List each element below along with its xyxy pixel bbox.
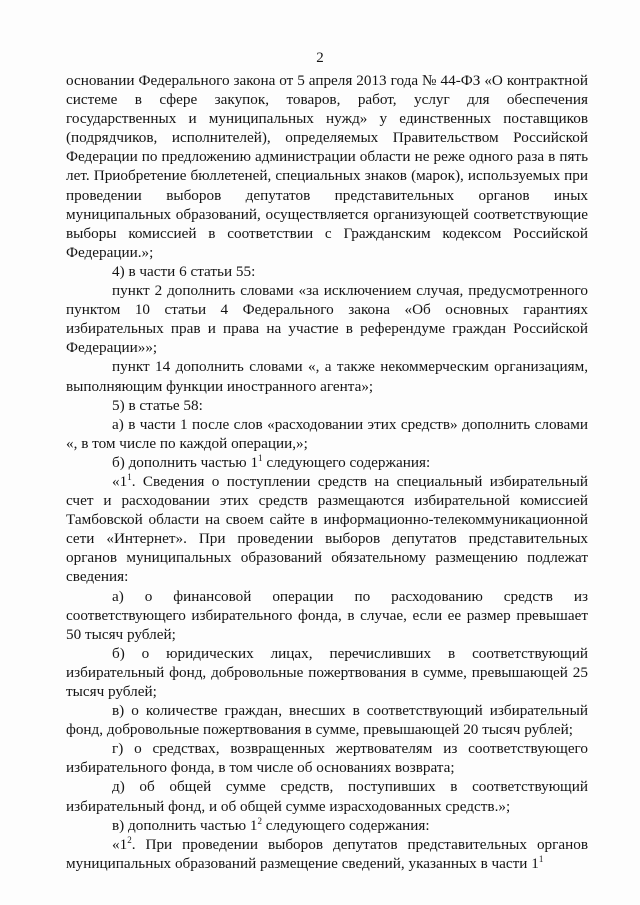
paragraph-point-14: пункт 14 дополнить словами «, а также некоммерческим организациям, выполняющим функции иностранного агента»; [66, 358, 588, 395]
paragraph-item-4: 4) в части 6 статьи 55: [112, 262, 256, 280]
paragraph-clause-v: в) о количестве граждан, внесших в соответствующий избирательный фонд, добровольные пожертвования в сумме, превышающей 20 тысяч рублей; [66, 702, 588, 739]
superscript-marker: 2 [257, 815, 262, 826]
paragraph-sub-b: б) дополнить частью $1^1$ следующего содержания: [112, 452, 431, 471]
paragraph-clause-g: г) о средствах, возвращенных жертвователям из соответствующего избирательного фонда, в том числе об основаниях возврата; [66, 740, 588, 777]
paragraph-sub-v: в) дополнить частью $1^2$ следующего содержания: [112, 815, 430, 834]
paragraph-clause-a: а) о финансовой операции по расходованию средств из соответствующего избирательного фонда, в случае, если ее размер превышает 50 тысяч рублей; [66, 587, 588, 643]
paragraph-part-1-1: «$1^1$. Сведения о поступлении средств на специальный избирательный счет и расходовании этих средств размещаются избирательной комиссией Тамбовской области на своем сайте в информационно-телекоммуникационной сети «Интернет». При проведении выборов депутатов представительных органов муниципальных образований обязательному размещению подлежат сведения: [66, 471, 588, 586]
paragraph-item-5: 5) в статье 58: [112, 396, 203, 414]
paragraph-part-1-2: «$1^2$. При проведении выборов депутатов представительных органов муниципальных образований размещение сведений, указанных в части $1^1$ [66, 834, 588, 872]
paragraph-sub-a: а) в части 1 после слов «расходовании этих средств» дополнить словами «, в том числе по каждой операции,»; [66, 415, 588, 452]
paragraph-point-2: пункт 2 дополнить словами «за исключением случая, предусмотренного пунктом 10 статьи 4 Федерального закона «Об основных гарантиях избирательных прав и права на участие в референдуме граждан Российской Федерации»»; [66, 282, 588, 357]
paragraph-clause-b: б) о юридических лицах, перечисливших в соответствующий избирательный фонд, добровольные пожертвования в сумме, превышающей 25 тысяч рублей; [66, 644, 588, 700]
superscript-marker: 1 [538, 853, 544, 864]
superscript-marker: 1 [258, 452, 263, 463]
document-body [66, 71, 588, 873]
page-number: 2 [316, 50, 324, 66]
superscript-marker: 2 [127, 834, 132, 845]
superscript-marker: 1 [127, 471, 132, 482]
paragraph-continuation: основании Федерального закона от 5 апреля 2013 года № 44-ФЗ «О контрактной системе в сфере закупок, товаров, работ, услуг для обеспечения государственных и муниципальных нужд» у единственных поставщиков (подрядчиков, исполнителей), определяемых Правительством Российской Федерации по предложению администрации области не реже одного раза в пять лет. Приобретение бюллетеней, специальных знаков (марок), используемых при проведении выборов депутатов представительных органов иных муниципальных образований, осуществляется организующей соответствующие выборы комиссией в соответствии с Гражданским кодексом Российской Федерации.»; [66, 72, 588, 261]
paragraph-clause-d: д) об общей сумме средств, поступивших в соответствующий избирательный фонд, и об общей сумме израсходованных средств.»; [66, 778, 588, 815]
